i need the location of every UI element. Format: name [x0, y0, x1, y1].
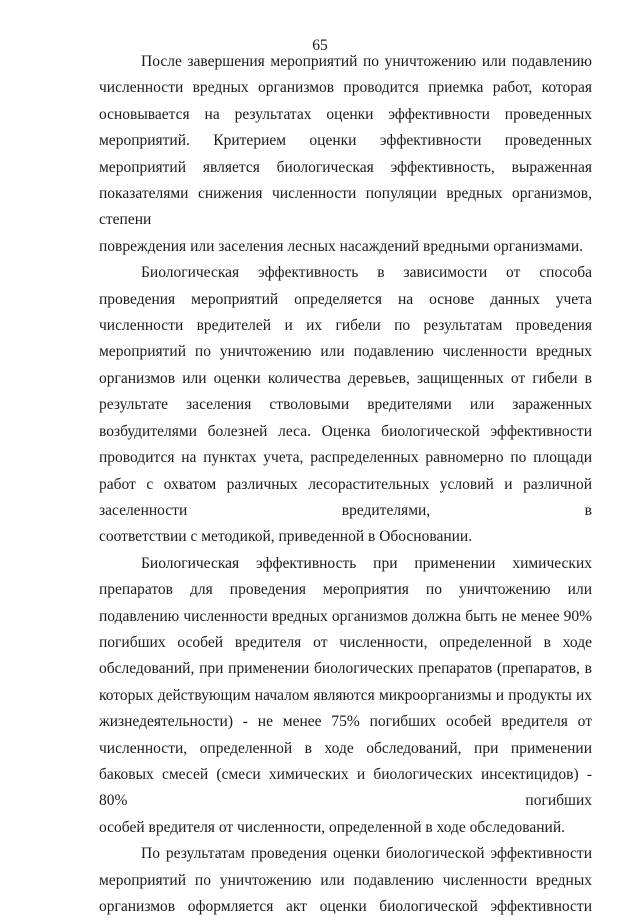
paragraph-body: Биологическая эффективность в зависимости от способа проведения мероприятий определяется на основе данных учета численности вредителей и их гибели по результатам проведения мероприятий по уничтожению или подавлению численности вредных организмов или оценки количества деревьев, защищенных от гибели в результате заселения стволовыми вредителями или зараженных возбудителями болезней леса. Оценка биологической эффективности проводится на пунктах учета, распределенных равномерно по площади работ с охватом различных лесорастительных условий и различной заселенности вредителями, в — [99, 264, 592, 519]
paragraph-last-line: соответствии с методикой, приведенной в Обосновании. — [99, 528, 473, 546]
page-number: 65 — [312, 37, 328, 54]
paragraph-last-line: повреждения или заселения лесных насаждений вредными организмами. — [99, 237, 584, 255]
paragraph-body: Биологическая эффективность при применении химических препаратов для проведения мероприятия по уничтожению или подавлению численности вредных организмов должна быть не менее 90% погибших особей вредителя от численности, определенной в ходе обследований, при применении биологических препаратов (препаратов, в которых действующим началом являются микроорганизмы и продукты их жизнедеятельности) - не менее 75% погибших особей вредителя от численности, определенной в ходе обследований, при применении баковых смесей (смеси химических и биологических инсектицидов) - 80% погибших — [99, 554, 592, 810]
paragraph-biological-efficiency-method — [99, 260, 592, 550]
paragraph-body: После завершения мероприятий по уничтожению или подавлению численности вредных организмов проводится приемка работ, которая основывается на результатах оценки эффективности проведенных мероприятий. Критерием оценки эффективности проведенных мероприятий является биологическая эффективность, выраженная показателями снижения численности популяции вредных организмов, степени — [99, 53, 592, 229]
paragraph-assessment-act — [99, 841, 592, 920]
document-text — [99, 49, 592, 920]
paragraph-acceptance-of-works — [99, 49, 592, 260]
paragraph-last-line: особей вредителя от численности, определенной в ходе обследований. — [99, 818, 565, 836]
paragraph-efficiency-thresholds — [99, 551, 592, 841]
paragraph-body: По результатам проведения оценки биологической эффективности мероприятий по уничтожению или подавлению численности вредных организмов оформляется акт оценки биологической эффективности — [99, 845, 592, 915]
